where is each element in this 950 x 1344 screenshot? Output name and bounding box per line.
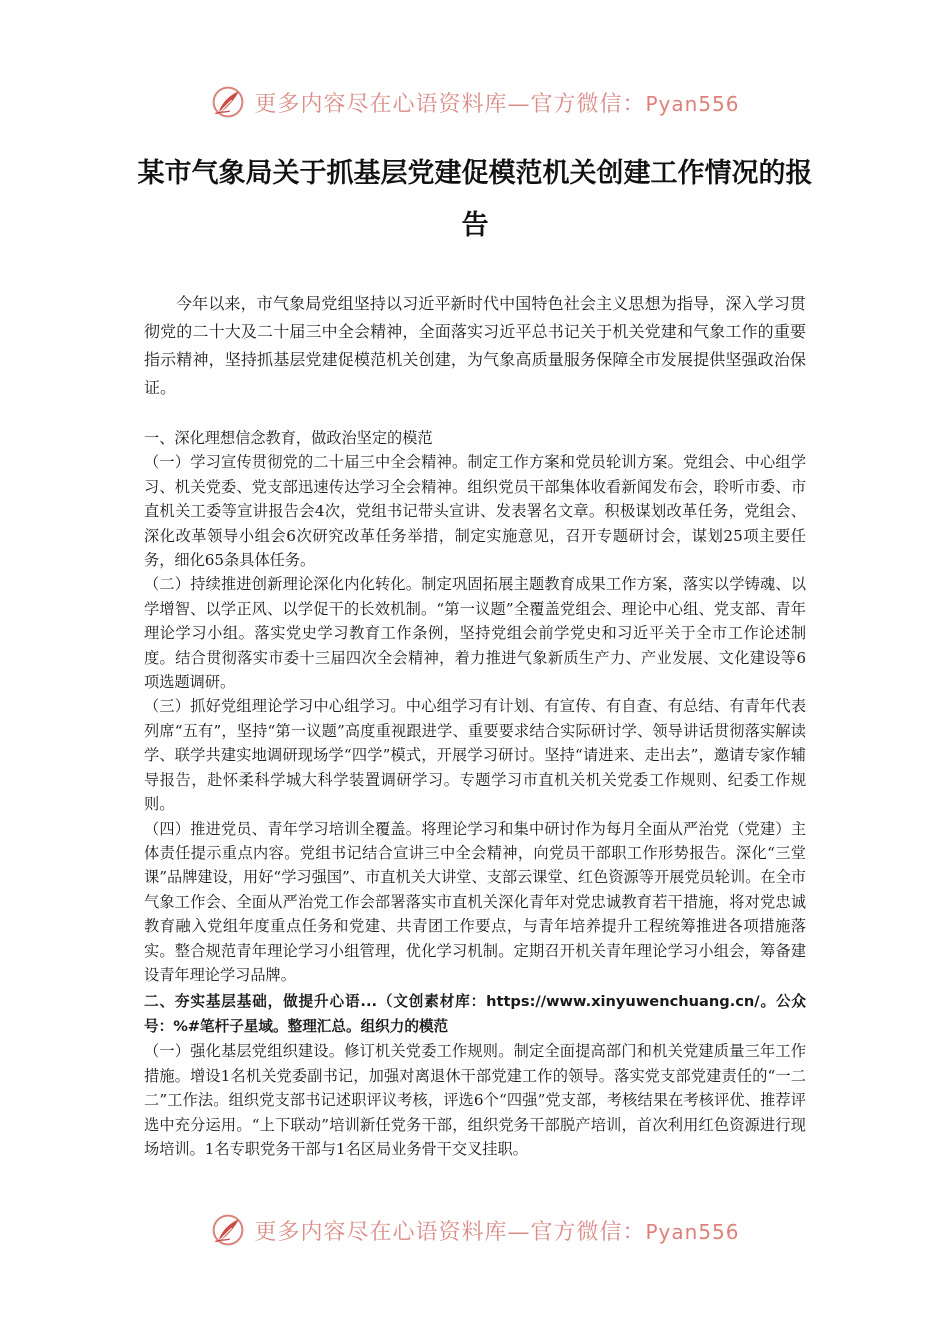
watermark-label: 更多内容尽在心语资料库—官方微信： bbox=[254, 1219, 646, 1245]
quill-logo-icon bbox=[210, 84, 246, 120]
watermark-header bbox=[0, 78, 950, 126]
intro-paragraph: 今年以来，市气象局党组坚持以习近平新时代中国特色社会主义思想为指导，深入学习贯彻党的二十大及二十届三中全会精神，全面落实习近平总书记关于机关党建和气象工作的重要指示精神，坚持抓基层党建促模范机关创建，为气象高质量服务保障全市发展提供坚强政治保证。 bbox=[144, 294, 806, 397]
section-1-heading: 一、深化理想信念教育，做政治坚定的模范 bbox=[144, 429, 433, 447]
section-2-paragraph-1: （一）强化基层党组织建设。修订机关党委工作规则。制定全面提高部门和机关党建质量三年工作措施。增设1名机关党委副书记，加强对离退休干部党建工作的领导。落实党支部党建责任的“一二二”工作法。组织党支部书记述职评议考核，评选6个“四强”党支部，考核结果在考核评优、推荐评选中充分运用。“上下联动”培训新任党务干部，组织党务干部脱产培训，首次利用红色资源进行现场培训。1名专职党务干部与1名区局业务骨干交叉挂职。 bbox=[144, 1042, 806, 1158]
section-1-paragraph-1: （一）学习宣传贯彻党的二十届三中全会精神。制定工作方案和党员轮训方案。党组会、中心组学习、机关党委、党支部迅速传达学习全会精神。组织党员干部集体收看新闻发布会，聆听市委、市直机关工委等宣讲报告会4次，党组书记带头宣讲、发表署名文章。积极谋划改革任务，党组会、深化改革领导小组会6次研究改革任务举措，制定实施意见，召开专题研讨会，谋划25项主要任务，细化65条具体任务。 bbox=[144, 453, 806, 570]
watermark-label: 更多内容尽在心语资料库—官方微信： bbox=[254, 91, 646, 117]
section-1-paragraph-4: （四）推进党员、青年学习培训全覆盖。将理论学习和集中研讨作为每月全面从严治党（党建）主体责任提示重点内容。党组书记结合宣讲三中全会精神，向党员干部职工作形势报告。深化“三堂课”品牌建设，用好“学习强国”、市直机关大讲堂、支部云课堂、红色资源等开展党员轮训。在全市气象工作会、全面从严治党工作会部署落实市直机关深化青年对党忠诚教育若干措施，将对党忠诚教育融入党组年度重点任务和党建、共青团工作要点，与青年培养提升工程统筹推进各项措施落实。整合规范青年理论学习小组管理，优化学习机制。定期召开机关青年理论学习小组会，筹备建设青年理论学习品牌。 bbox=[144, 819, 806, 984]
watermark-wechat-id: Pyan556 bbox=[645, 1219, 740, 1244]
watermark-wechat-id: Pyan556 bbox=[645, 91, 740, 116]
watermark-footer bbox=[0, 1206, 950, 1254]
section-1-paragraph-3: （三）抓好党组理论学习中心组学习。中心组学习有计划、有宣传、有自查、有总结、有青年代表列席“五有”，坚持“第一议题”高度重视跟进学、重要要求结合实际研讨学、领导讲话贯彻落实解读学、联学共建实地调研现场学“四学”模式，开展学习研讨。坚持“请进来、走出去”，邀请专家作辅导报告，赴怀柔科学城大科学装置调研学习。专题学习市直机关机关党委工作规则、纪委工作规则。 bbox=[144, 697, 806, 814]
watermark-text bbox=[254, 1215, 739, 1246]
document-body bbox=[144, 290, 806, 1161]
document-title: 某市气象局关于抓基层党建促模范机关创建工作情况的报告 bbox=[137, 158, 813, 241]
quill-logo-icon bbox=[210, 1212, 246, 1248]
watermark-text bbox=[254, 87, 739, 118]
section-1-paragraph-2: （二）持续推进创新理论深化内化转化。制定巩固拓展主题教育成果工作方案，落实以学铸魂、以学增智、以学正风、以学促干的长效机制。“第一议题”全覆盖党组会、理论中心组、党支部、青年理论学习小组。落实党史学习教育工作条例，坚持党组会前学党史和习近平关于全市工作论述制度。结合贯彻落实市委十三届四次全会精神，着力推进气象新质生产力、产业发展、文化建设等6项选题调研。 bbox=[144, 575, 806, 692]
section-2-heading: 二、夯实基层基础，做提升心语...（文创素材库：https://www.xinyuwenchuang.cn/。公众号：%#笔杆子星域。整理汇总。组织力的模范 bbox=[144, 993, 806, 1036]
